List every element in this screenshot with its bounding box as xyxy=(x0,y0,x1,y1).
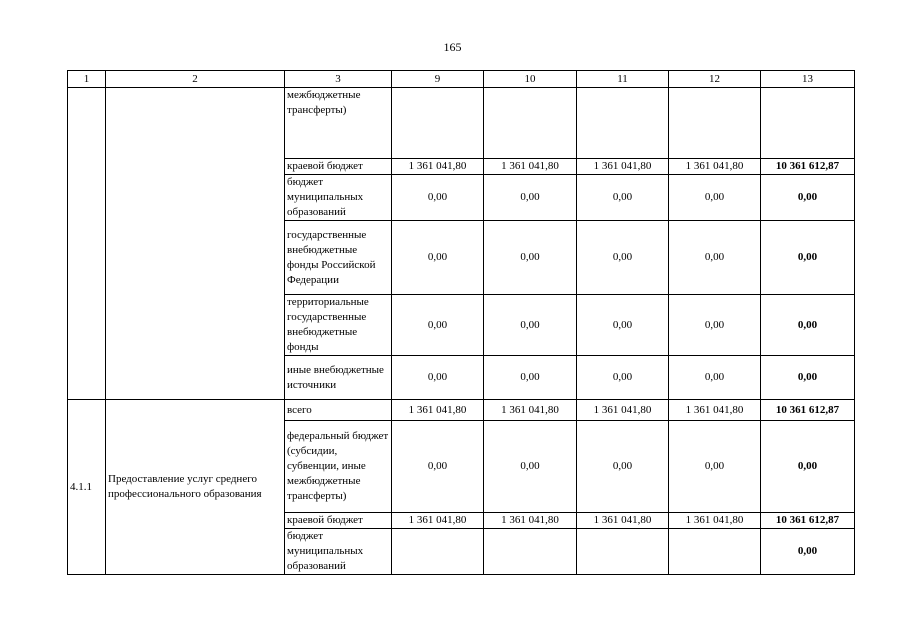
section-name: Предоставление услуг среднего профессионального образования xyxy=(106,400,285,575)
column-header: 1 xyxy=(68,71,106,88)
funding-source: бюджет муниципальных образований xyxy=(285,529,392,575)
value-cell: 1 361 041,80 xyxy=(577,400,669,421)
total-cell: 10 361 612,87 xyxy=(761,513,855,529)
column-header: 9 xyxy=(392,71,484,88)
value-cell xyxy=(577,88,669,159)
column-header: 11 xyxy=(577,71,669,88)
value-cell: 0,00 xyxy=(669,175,761,221)
funding-source: всего xyxy=(285,400,392,421)
total-cell: 10 361 612,87 xyxy=(761,400,855,421)
funding-source: территориальные государственные внебюджетные фонды xyxy=(285,295,392,356)
value-cell xyxy=(577,529,669,575)
funding-source: бюджет муниципальных образований xyxy=(285,175,392,221)
total-cell: 0,00 xyxy=(761,529,855,575)
value-cell xyxy=(484,529,577,575)
value-cell: 1 361 041,80 xyxy=(577,159,669,175)
value-cell: 0,00 xyxy=(392,221,484,295)
value-cell xyxy=(392,88,484,159)
value-cell: 0,00 xyxy=(577,295,669,356)
value-cell: 0,00 xyxy=(577,421,669,513)
value-cell: 0,00 xyxy=(484,421,577,513)
budget-table xyxy=(67,70,855,575)
value-cell: 0,00 xyxy=(392,175,484,221)
table-row xyxy=(68,400,855,421)
value-cell: 1 361 041,80 xyxy=(392,400,484,421)
value-cell: 1 361 041,80 xyxy=(392,159,484,175)
value-cell xyxy=(484,88,577,159)
table-row xyxy=(68,88,855,159)
total-cell: 0,00 xyxy=(761,221,855,295)
value-cell: 0,00 xyxy=(669,221,761,295)
page-number: 165 xyxy=(443,40,462,54)
value-cell xyxy=(669,529,761,575)
value-cell: 0,00 xyxy=(392,295,484,356)
value-cell: 0,00 xyxy=(669,421,761,513)
value-cell: 1 361 041,80 xyxy=(484,159,577,175)
value-cell: 0,00 xyxy=(484,221,577,295)
value-cell xyxy=(392,529,484,575)
value-cell: 0,00 xyxy=(577,175,669,221)
value-cell: 0,00 xyxy=(669,356,761,400)
value-cell: 0,00 xyxy=(484,295,577,356)
funding-source: государственные внебюджетные фонды Российской Федерации xyxy=(285,221,392,295)
value-cell: 1 361 041,80 xyxy=(392,513,484,529)
value-cell: 1 361 041,80 xyxy=(484,400,577,421)
funding-source: федеральный бюджет (субсидии, субвенции, иные межбюджетные трансферты) xyxy=(285,421,392,513)
column-header: 3 xyxy=(285,71,392,88)
value-cell: 0,00 xyxy=(392,356,484,400)
funding-source: иные внебюджетные источники xyxy=(285,356,392,400)
value-cell: 0,00 xyxy=(577,221,669,295)
value-cell: 0,00 xyxy=(669,295,761,356)
funding-source: краевой бюджет xyxy=(285,159,392,175)
value-cell: 1 361 041,80 xyxy=(669,159,761,175)
total-cell xyxy=(761,88,855,159)
value-cell: 1 361 041,80 xyxy=(484,513,577,529)
column-header: 13 xyxy=(761,71,855,88)
total-cell: 0,00 xyxy=(761,175,855,221)
value-cell: 1 361 041,80 xyxy=(669,400,761,421)
funding-source: межбюджетные трансферты) xyxy=(285,88,392,159)
column-header: 12 xyxy=(669,71,761,88)
value-cell: 0,00 xyxy=(484,356,577,400)
column-header: 2 xyxy=(106,71,285,88)
total-cell: 0,00 xyxy=(761,421,855,513)
value-cell: 0,00 xyxy=(577,356,669,400)
value-cell: 1 361 041,80 xyxy=(669,513,761,529)
column-header: 10 xyxy=(484,71,577,88)
section-code: 4.1.1 xyxy=(68,400,106,575)
code-cell-empty xyxy=(68,88,106,400)
value-cell xyxy=(669,88,761,159)
total-cell: 0,00 xyxy=(761,295,855,356)
total-cell: 10 361 612,87 xyxy=(761,159,855,175)
value-cell: 1 361 041,80 xyxy=(577,513,669,529)
header-row xyxy=(68,71,855,88)
funding-source: краевой бюджет xyxy=(285,513,392,529)
name-cell-empty xyxy=(106,88,285,400)
total-cell: 0,00 xyxy=(761,356,855,400)
value-cell: 0,00 xyxy=(392,421,484,513)
value-cell: 0,00 xyxy=(484,175,577,221)
